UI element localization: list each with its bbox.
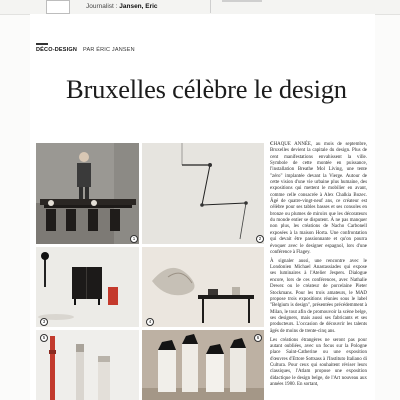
caption-number-6: 6 [254, 334, 262, 342]
dining-table-photo [36, 143, 139, 244]
header-divider [210, 0, 211, 13]
caption-number-4: 4 [146, 318, 154, 326]
article-paragraph: À signaler aussi, une rencontre avec le Londonien Michael Anastassiades qui expose ses luminaires à l'Atelier Jespers. Dialogue encore, lors de ces conférences, avec Nathalie Dewez ou le créateur de porcelaine Pieter Stockmans. Pour les trois amateurs, le MAD propose trois expositions réunies sous le label "Belgium is design", présentées précédemment à Milan, le tout afin de promouvoir la scène belge, ses designers, mais aussi ses fabricants et ses producteurs. L'occasion de découvrir les talents âgés de moins de trente-cinq ans. [270, 258, 367, 334]
caption-number-2: 2 [256, 235, 264, 243]
vases-photo [142, 330, 264, 400]
flower-table-photo [142, 247, 264, 327]
cabinet-photo [36, 247, 139, 327]
caption-number-3: 3 [40, 318, 48, 326]
journalist-label: Journalist : [86, 3, 118, 10]
totem-photo [36, 330, 139, 400]
article-headline: Bruxelles célèbre le design [66, 73, 347, 104]
rubric-section: DÉCO-DESIGN [36, 47, 78, 53]
rubric-byline: PAR ÉRIC JANSEN [83, 47, 135, 53]
journalist-name: Jansen, Eric [119, 3, 158, 10]
article-paragraph: Les créations étrangères ne seront pas pour autant oubliées, avec un focus sur la Pologne place Saint-Catherine ou une exposition d'œuvres d'Ettore Sottsass à l'Instituto Italiano di Cultura. Pour ceux qui souhaitent réviser leurs classiques, l'Atlam propose une exposition didactique le design belge, de l'Art nouveau aux années 1980. En sortant, [270, 337, 367, 387]
journalist-line [86, 3, 158, 10]
article-paragraph: CHAQUE ANNÉE, au mois de septembre, Bruxelles devient la capitale du design. Plus de cent manifestations envahissent la ville. Symbole de cette montée en puissance, l'installation Breathe Mol Living, une tente "zéro" implantée devant la Vierge. Autour de cette vision d'une vie urbaine plus humaine, des expositions qui mettent le mobilier en avant, comme celle consacrée à Alex Chalkia Bozec. Âgé de quatre-vingt-neuf ans, ce créateur est célèbre pour ses tables basses et ses consoles en bronze ou plumes de miroirs que les décorateurs du monde entier se disputent. À ne pas manquer non plus, les créations de Nacho Carbonell exposées à la maison Horta. Une confrontation qui devait être passionnante et qu'on pourra évoquer avec le designer espagnol, lors d'une conférence à Flagey. [270, 142, 367, 255]
rubric-rule [36, 43, 48, 45]
publication-logo [46, 0, 70, 14]
clipping-header [0, 0, 400, 15]
article-body [270, 142, 367, 391]
pendant-lamp-photo [142, 143, 264, 244]
rubric [36, 47, 135, 53]
caption-number-5: 5 [40, 334, 48, 342]
caption-number-1: 1 [130, 235, 138, 243]
header-cut-text [222, 0, 262, 2]
